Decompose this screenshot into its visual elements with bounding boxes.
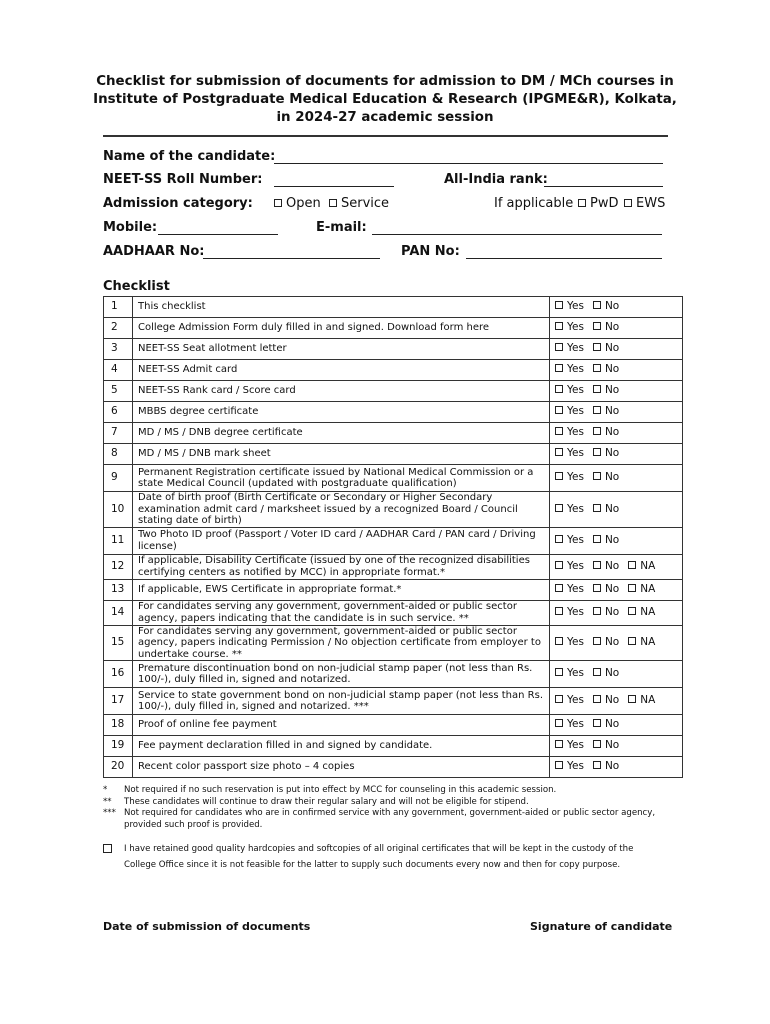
row-number: 7 <box>104 423 133 444</box>
row-number: 3 <box>104 339 133 360</box>
row-description: MBBS degree certificate <box>133 402 550 423</box>
date-of-submission-label: Date of submission of documents <box>103 920 311 933</box>
option-no[interactable] <box>593 364 619 376</box>
option-label: Yes <box>567 718 584 731</box>
option-no[interactable] <box>593 584 619 596</box>
row-number: 18 <box>104 715 133 736</box>
row-number: 15 <box>104 625 133 661</box>
option-yes[interactable] <box>555 322 584 334</box>
option-label: No <box>604 533 620 546</box>
row-options <box>550 339 683 360</box>
option-na[interactable] <box>628 637 655 649</box>
checkbox-icon[interactable] <box>329 199 337 207</box>
table-row <box>104 381 683 402</box>
table-row <box>104 492 683 528</box>
option-yes[interactable] <box>555 740 584 752</box>
checkbox-icon[interactable] <box>628 584 636 592</box>
checkbox-icon[interactable] <box>578 199 586 207</box>
option-no[interactable] <box>593 535 619 547</box>
row-description: This checklist <box>133 297 550 318</box>
option-label: Yes <box>567 342 584 355</box>
row-number: 6 <box>104 402 133 423</box>
declaration <box>103 841 663 873</box>
option-no[interactable] <box>593 719 619 731</box>
row-options <box>550 318 683 339</box>
row-number: 1 <box>104 297 133 318</box>
row-options <box>550 402 683 423</box>
checkbox-icon[interactable] <box>555 761 563 769</box>
option-yes[interactable] <box>555 719 584 731</box>
option-label: No <box>604 471 620 484</box>
checkbox-icon[interactable] <box>593 448 601 456</box>
row-options <box>550 625 683 661</box>
option-no[interactable] <box>593 607 619 619</box>
row-description: Premature discontinuation bond on non-judicial stamp paper (not less than Rs. 100/-), duly filled in, signed and notarized. <box>133 661 550 688</box>
rank-label: All-India rank: <box>444 172 548 187</box>
option-label: NA <box>640 559 656 572</box>
pan-input-line[interactable] <box>466 258 662 259</box>
option-no[interactable] <box>593 668 619 680</box>
option-na[interactable] <box>628 695 655 707</box>
row-number: 13 <box>104 579 133 600</box>
category-service-option[interactable]: Service <box>329 196 389 212</box>
option-label: Yes <box>567 739 584 752</box>
option-label: No <box>604 342 620 355</box>
table-row <box>104 600 683 625</box>
row-options <box>550 423 683 444</box>
row-number: 4 <box>104 360 133 381</box>
page-title <box>90 73 680 127</box>
table-row <box>104 579 683 600</box>
option-label: No <box>604 718 620 731</box>
option-yes[interactable] <box>555 301 584 313</box>
option-label: Yes <box>567 300 584 313</box>
option-label: Yes <box>567 405 584 418</box>
checkbox-icon[interactable] <box>628 637 636 645</box>
option-yes[interactable] <box>555 472 584 484</box>
if-applicable-label: If applicable <box>494 196 574 211</box>
option-yes[interactable] <box>555 561 584 573</box>
mobile-label: Mobile: <box>103 220 158 235</box>
checkbox-icon[interactable] <box>593 472 601 480</box>
name-label: Name of the candidate: <box>103 149 276 164</box>
option-yes[interactable] <box>555 607 584 619</box>
checkbox-icon[interactable] <box>593 761 601 769</box>
checkbox-icon[interactable] <box>555 364 563 372</box>
declaration-text: I have retained good quality hardcopies and softcopies of all original certificates that will be kept in the custody of the College Office since it is not feasible for the latter to supply such documents every now and then for copy purpose. <box>124 844 634 870</box>
row-number: 16 <box>104 661 133 688</box>
row-options <box>550 465 683 492</box>
option-yes[interactable] <box>555 427 584 439</box>
checkbox-icon[interactable] <box>555 406 563 414</box>
table-row <box>104 688 683 715</box>
ews-option[interactable]: EWS <box>624 196 665 212</box>
option-yes[interactable] <box>555 668 584 680</box>
row-options <box>550 554 683 579</box>
option-no[interactable] <box>593 561 619 573</box>
row-description: If applicable, EWS Certificate in appropriate format.* <box>133 579 550 600</box>
row-description: Date of birth proof (Birth Certificate or Secondary or Higher Secondary examination admit card / marksheet issued by a recognized Board / Council stating date of birth) <box>133 492 550 528</box>
option-no[interactable] <box>593 761 619 773</box>
option-no[interactable] <box>593 385 619 397</box>
footnote-2: ** These candidates will continue to draw their regular salary and will not be eligible for stipend. <box>103 796 529 807</box>
checkbox-icon[interactable] <box>593 668 601 676</box>
table-row <box>104 360 683 381</box>
row-description: MD / MS / DNB mark sheet <box>133 444 550 465</box>
option-label: Yes <box>567 694 584 707</box>
checkbox-icon[interactable] <box>593 637 601 645</box>
option-label: NA <box>640 636 656 648</box>
checkbox-icon[interactable] <box>593 695 601 703</box>
checkbox-icon[interactable] <box>555 472 563 480</box>
option-label: Yes <box>567 321 584 334</box>
checkbox-icon[interactable] <box>593 301 601 309</box>
table-row <box>104 661 683 688</box>
option-label: No <box>604 605 620 618</box>
title-line-1: Checklist for submission of documents for admission to DM / MCh courses in <box>96 74 674 89</box>
checkbox-icon[interactable] <box>274 199 282 207</box>
row-options <box>550 360 683 381</box>
option-label: No <box>604 426 620 439</box>
pan-label: PAN No: <box>401 244 460 259</box>
row-number: 12 <box>104 554 133 579</box>
option-label: No <box>604 582 620 595</box>
option-label: No <box>604 760 620 773</box>
row-options <box>550 297 683 318</box>
option-yes[interactable] <box>555 448 584 460</box>
category-label: Admission category: <box>103 196 253 211</box>
row-number: 10 <box>104 492 133 528</box>
option-label: No <box>604 667 620 680</box>
mobile-input-line[interactable] <box>158 234 278 235</box>
email-input-line[interactable] <box>372 234 662 235</box>
checklist-table <box>103 296 683 778</box>
option-label: Yes <box>567 667 584 680</box>
table-row <box>104 757 683 778</box>
row-description: Two Photo ID proof (Passport / Voter ID card / AADHAR Card / PAN card / Driving license) <box>133 527 550 554</box>
option-label: No <box>604 447 620 460</box>
option-na[interactable] <box>628 584 655 596</box>
option-label: No <box>604 559 620 572</box>
signature-label: Signature of candidate <box>530 920 673 933</box>
option-label: Yes <box>567 471 584 484</box>
option-label: Yes <box>567 760 584 773</box>
option-no[interactable] <box>593 504 619 516</box>
row-number: 8 <box>104 444 133 465</box>
row-number: 17 <box>104 688 133 715</box>
row-description: College Admission Form duly filled in and signed. Download form here <box>133 318 550 339</box>
option-no[interactable] <box>593 301 619 313</box>
row-number: 5 <box>104 381 133 402</box>
option-label: No <box>604 363 620 376</box>
option-yes[interactable] <box>555 406 584 418</box>
option-label: No <box>604 739 620 752</box>
option-yes[interactable] <box>555 584 584 596</box>
checkbox-icon[interactable] <box>593 607 601 615</box>
option-label: Yes <box>567 447 584 460</box>
option-yes[interactable] <box>555 761 584 773</box>
pwd-option[interactable]: PwD <box>578 196 618 212</box>
category-open-option[interactable]: Open <box>274 196 321 212</box>
option-label: Yes <box>567 559 584 572</box>
email-label: E-mail: <box>316 220 367 235</box>
table-row <box>104 625 683 661</box>
footnote-3: *** Not required for candidates who are in confirmed service with any government, government-aided or public sector agency, provided such proof is provided. <box>103 808 656 830</box>
row-options <box>550 527 683 554</box>
option-label: Yes <box>567 384 584 397</box>
checkbox-icon[interactable] <box>593 343 601 351</box>
option-no[interactable] <box>593 427 619 439</box>
option-label: No <box>604 694 620 707</box>
checkbox-icon[interactable] <box>555 301 563 309</box>
option-no[interactable] <box>593 740 619 752</box>
roll-input-line[interactable] <box>274 186 394 187</box>
table-row <box>104 736 683 757</box>
row-options <box>550 736 683 757</box>
checkbox-icon[interactable] <box>593 504 601 512</box>
checkbox-icon[interactable] <box>593 535 601 543</box>
checkbox-icon[interactable] <box>555 695 563 703</box>
roll-label: NEET-SS Roll Number: <box>103 172 263 187</box>
option-no[interactable] <box>593 448 619 460</box>
checkbox-icon[interactable] <box>593 427 601 435</box>
checkbox-icon[interactable] <box>555 343 563 351</box>
checkbox-icon[interactable] <box>555 607 563 615</box>
row-options <box>550 492 683 528</box>
row-options <box>550 579 683 600</box>
row-options <box>550 757 683 778</box>
checkbox-icon[interactable] <box>593 584 601 592</box>
checkbox-icon[interactable] <box>555 561 563 569</box>
option-label: No <box>604 636 620 648</box>
option-yes[interactable] <box>555 385 584 397</box>
option-label: Yes <box>567 636 584 648</box>
row-options <box>550 688 683 715</box>
row-number: 2 <box>104 318 133 339</box>
row-options <box>550 381 683 402</box>
row-options <box>550 444 683 465</box>
checkbox-icon[interactable] <box>593 385 601 393</box>
option-label: NA <box>640 605 656 618</box>
aadhaar-label: AADHAAR No: <box>103 244 205 259</box>
row-description: NEET-SS Rank card / Score card <box>133 381 550 402</box>
checkbox-icon[interactable] <box>555 637 563 645</box>
row-number: 20 <box>104 757 133 778</box>
option-na[interactable] <box>628 607 655 619</box>
row-options <box>550 715 683 736</box>
row-number: 19 <box>104 736 133 757</box>
option-label: No <box>604 300 620 313</box>
footnote-1: * Not required if no such reservation is put into effect by MCC for counseling in this academic session. <box>103 785 557 795</box>
checkbox-icon[interactable] <box>593 364 601 372</box>
aadhaar-input-line[interactable] <box>203 258 380 259</box>
row-description: For candidates serving any government, government-aided or public sector agency, papers indicating that the candidate is in such service. ** <box>133 600 550 625</box>
footnotes <box>103 785 663 831</box>
row-description: Recent color passport size photo – 4 copies <box>133 757 550 778</box>
option-no[interactable] <box>593 472 619 484</box>
declaration-checkbox[interactable] <box>103 844 112 853</box>
option-yes[interactable] <box>555 535 584 547</box>
row-description: Proof of online fee payment <box>133 715 550 736</box>
option-label: Yes <box>567 582 584 595</box>
option-no[interactable] <box>593 637 619 649</box>
name-input-line[interactable] <box>274 163 663 164</box>
table-row <box>104 318 683 339</box>
checkbox-icon[interactable] <box>593 719 601 727</box>
option-no[interactable] <box>593 406 619 418</box>
option-label: No <box>604 502 620 515</box>
table-row <box>104 554 683 579</box>
checkbox-icon[interactable] <box>593 740 601 748</box>
row-description: Permanent Registration certificate issued by National Medical Commission or a state Medical Council (updated with postgraduate qualification) <box>133 465 550 492</box>
checkbox-icon[interactable] <box>555 668 563 676</box>
option-no[interactable] <box>593 695 619 707</box>
checkbox-icon[interactable] <box>555 584 563 592</box>
row-options <box>550 661 683 688</box>
option-yes[interactable] <box>555 364 584 376</box>
option-na[interactable] <box>628 561 655 573</box>
row-description: NEET-SS Admit card <box>133 360 550 381</box>
table-row <box>104 297 683 318</box>
checkbox-icon[interactable] <box>593 322 601 330</box>
table-row <box>104 465 683 492</box>
option-label: No <box>604 321 620 334</box>
title-divider <box>103 135 668 137</box>
table-row <box>104 339 683 360</box>
checkbox-icon[interactable] <box>555 427 563 435</box>
row-number: 9 <box>104 465 133 492</box>
row-number: 11 <box>104 527 133 554</box>
checkbox-icon[interactable] <box>593 561 601 569</box>
option-label: Yes <box>567 426 584 439</box>
checkbox-icon[interactable] <box>555 535 563 543</box>
checkbox-icon[interactable] <box>555 385 563 393</box>
option-label: NA <box>640 582 656 595</box>
rank-input-line[interactable] <box>544 186 663 187</box>
checkbox-icon[interactable] <box>624 199 632 207</box>
option-label: NA <box>640 694 656 707</box>
checkbox-icon[interactable] <box>593 406 601 414</box>
row-description: Fee payment declaration filled in and signed by candidate. <box>133 736 550 757</box>
title-line-3: in 2024-27 academic session <box>276 110 494 125</box>
checkbox-icon[interactable] <box>555 322 563 330</box>
checkbox-icon[interactable] <box>628 561 636 569</box>
row-options <box>550 600 683 625</box>
row-description: Service to state government bond on non-judicial stamp paper (not less than Rs. 100/-), duly filled in, signed and notarized. *** <box>133 688 550 715</box>
option-yes[interactable] <box>555 695 584 707</box>
option-label: No <box>604 384 620 397</box>
option-yes[interactable] <box>555 343 584 355</box>
option-yes[interactable] <box>555 504 584 516</box>
checkbox-icon[interactable] <box>628 695 636 703</box>
row-description: NEET-SS Seat allotment letter <box>133 339 550 360</box>
option-no[interactable] <box>593 322 619 334</box>
option-label: Yes <box>567 363 584 376</box>
row-description: MD / MS / DNB degree certificate <box>133 423 550 444</box>
checklist-heading: Checklist <box>103 279 170 294</box>
table-row <box>104 715 683 736</box>
option-label: Yes <box>567 502 584 515</box>
table-row <box>104 527 683 554</box>
checkbox-icon[interactable] <box>555 448 563 456</box>
checkbox-icon[interactable] <box>555 504 563 512</box>
option-no[interactable] <box>593 343 619 355</box>
option-label: Yes <box>567 533 584 546</box>
row-description: If applicable, Disability Certificate (issued by one of the recognized disabilities certifying centers as notified by MCC) in appropriate format.* <box>133 554 550 579</box>
option-label: No <box>604 405 620 418</box>
checkbox-icon[interactable] <box>555 719 563 727</box>
option-yes[interactable] <box>555 637 584 649</box>
table-row <box>104 444 683 465</box>
row-number: 14 <box>104 600 133 625</box>
table-row <box>104 423 683 444</box>
row-description: For candidates serving any government, government-aided or public sector agency, papers indicating Permission / No objection certificate from employer to undertake course. ** <box>133 625 550 661</box>
title-line-2: Institute of Postgraduate Medical Education & Research (IPGME&R), Kolkata, <box>93 92 677 107</box>
checkbox-icon[interactable] <box>628 607 636 615</box>
option-label: Yes <box>567 605 584 618</box>
checkbox-icon[interactable] <box>555 740 563 748</box>
table-row <box>104 402 683 423</box>
